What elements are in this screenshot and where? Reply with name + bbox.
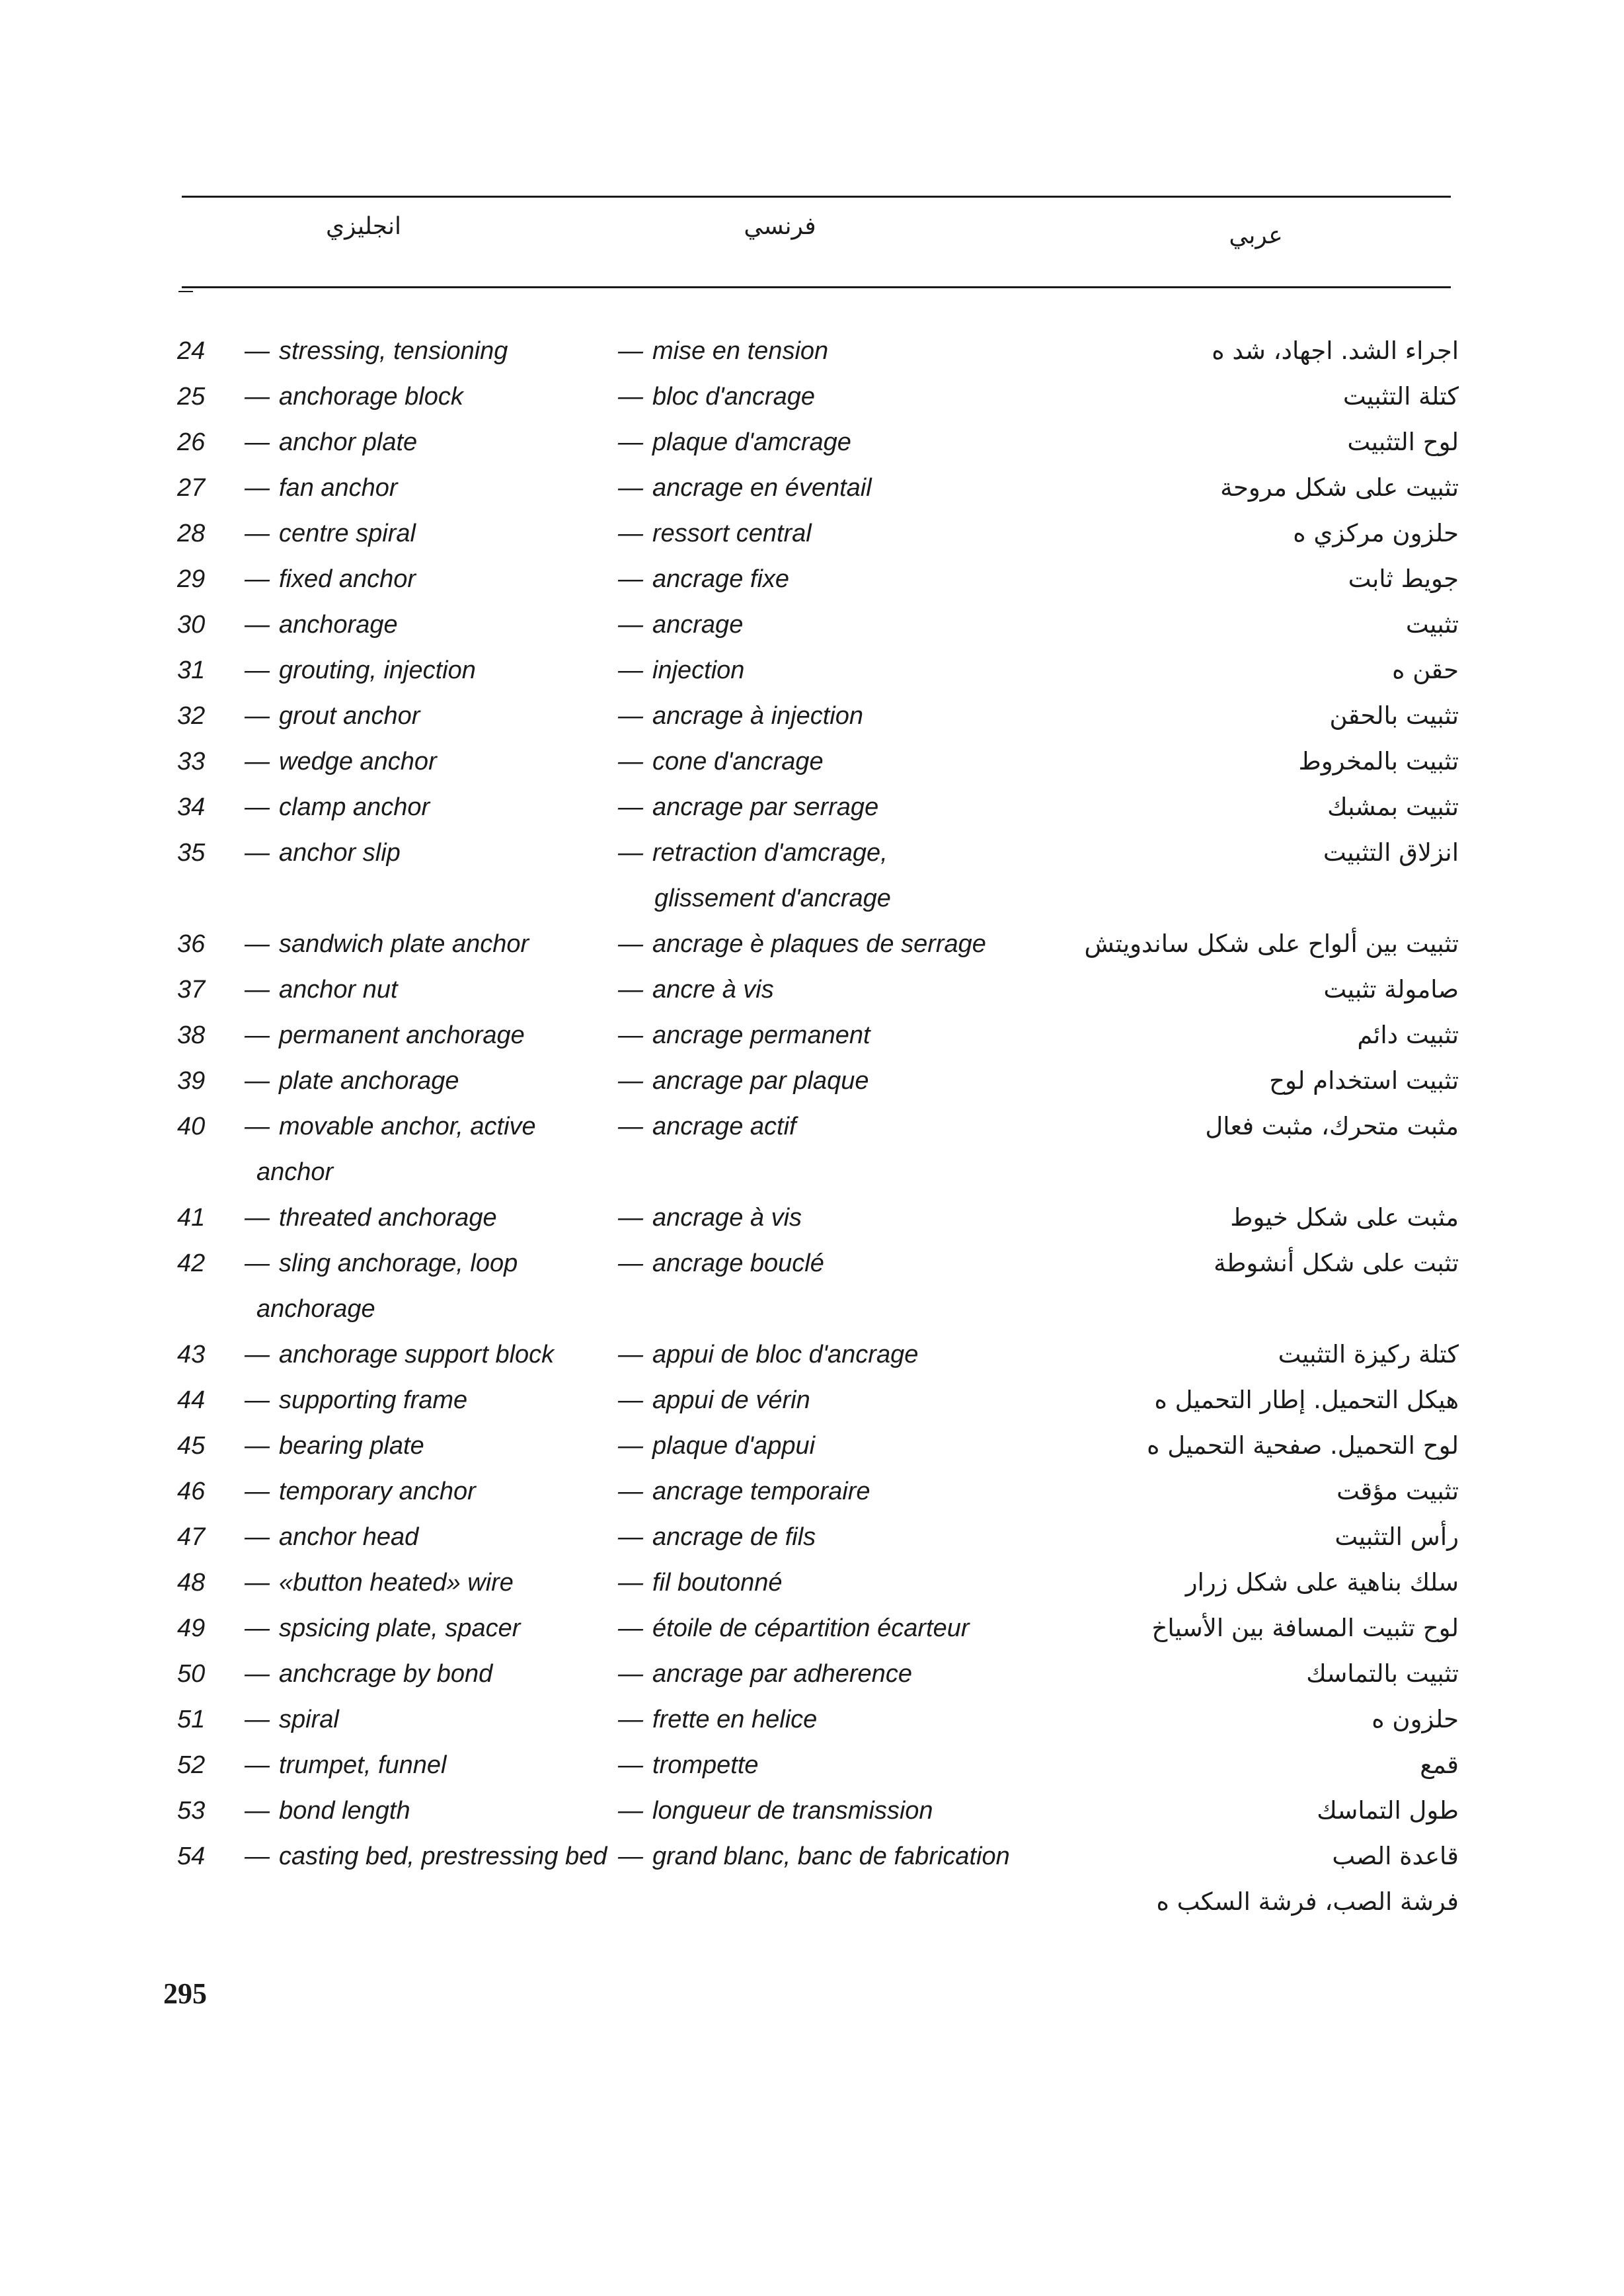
glossary-entry	[0, 655, 1624, 701]
english-term	[245, 1613, 520, 1643]
glossary-entry	[0, 746, 1624, 792]
dash-separator: —	[618, 1569, 643, 1597]
dash-separator: —	[618, 1341, 643, 1368]
entry-number: 47	[177, 1523, 206, 1551]
french-term	[618, 1796, 933, 1826]
english-term-text: clamp anchor	[279, 793, 430, 821]
arabic-term: لوح التحميل. صفحية التحميل ه	[1147, 1431, 1459, 1460]
french-term	[618, 701, 863, 731]
english-term	[245, 701, 420, 731]
entry-number: 34	[177, 793, 206, 821]
english-term-text: centre spiral	[279, 520, 416, 547]
english-term	[245, 1431, 424, 1461]
entry-number: 33	[177, 748, 206, 775]
arabic-term: طول التماسك	[1317, 1796, 1459, 1825]
dash-separator: —	[245, 1614, 270, 1642]
entry-number: 31	[177, 656, 206, 684]
english-term-text: anchor head	[279, 1523, 419, 1551]
arabic-term: سلك بناهية على شكل زرار	[1185, 1568, 1459, 1597]
dash-separator: —	[618, 611, 643, 639]
french-term-text: longueur de transmission	[652, 1797, 933, 1825]
english-term-text: movable anchor, active	[279, 1113, 536, 1140]
entry-number: 28	[177, 520, 206, 547]
arabic-term: تثبيت بالحقن	[1329, 701, 1459, 730]
glossary-entry	[0, 1567, 1624, 1613]
french-term-text: ressort central	[652, 520, 812, 547]
dash-separator: —	[618, 474, 643, 502]
french-term	[618, 1385, 810, 1415]
french-term-text: ancrage par plaque	[652, 1067, 869, 1095]
french-term	[618, 1431, 815, 1461]
french-term	[618, 1841, 1010, 1872]
dash-separator: —	[618, 1614, 643, 1642]
arabic-term: كتلة التثبيت	[1342, 382, 1459, 411]
french-term-text: fil boutonné	[652, 1569, 783, 1597]
english-term-text: anchor plate	[279, 428, 418, 456]
french-term	[618, 974, 774, 1005]
french-term-text: ancrage à vis	[652, 1204, 802, 1232]
glossary-entry	[0, 792, 1624, 838]
arabic-term: تثبيت على شكل مروحة	[1220, 473, 1459, 502]
french-term	[618, 1203, 802, 1233]
dash-separator: —	[245, 337, 270, 365]
french-term	[618, 655, 744, 686]
arabic-term: حلزون ه	[1372, 1705, 1459, 1733]
dash-separator: —	[245, 1432, 270, 1460]
dash-separator: —	[245, 1113, 270, 1140]
english-term-text: anchor slip	[279, 839, 401, 867]
dash-separator: —	[618, 976, 643, 1004]
french-term-text: mise en tension	[652, 337, 829, 365]
english-term	[245, 838, 401, 868]
glossary-entry	[0, 1203, 1624, 1248]
french-term-text: plaque d'amcrage	[652, 428, 851, 456]
english-term-text: «button heated» wire	[279, 1569, 514, 1597]
entry-number: 29	[177, 565, 206, 593]
arabic-term: جويط ثابت	[1348, 565, 1459, 593]
english-term-text: spiral	[279, 1706, 339, 1733]
arabic-term: مثبت متحرك، مثبت فعال	[1205, 1112, 1459, 1140]
dash-separator: —	[618, 1386, 643, 1414]
header-bottom-rule	[182, 286, 1451, 288]
french-term	[618, 929, 986, 959]
entry-number: 41	[177, 1204, 206, 1232]
english-term	[245, 1750, 446, 1780]
dash-separator: —	[245, 1021, 270, 1049]
english-term-text: grout anchor	[279, 702, 420, 730]
arabic-term: حلزون مركزي ه	[1293, 519, 1459, 547]
french-term	[618, 838, 888, 868]
entry-number: 44	[177, 1386, 206, 1414]
glossary-entry	[0, 1522, 1624, 1567]
column-header-english: انجليزي	[325, 213, 402, 240]
french-term-text: ancrage par adherence	[652, 1660, 912, 1688]
french-term-text: bloc d'ancrage	[652, 383, 815, 411]
english-term-text: trumpet, funnel	[279, 1751, 447, 1779]
english-term-text: stressing, tensioning	[279, 337, 508, 365]
french-term	[618, 1339, 918, 1370]
english-term	[245, 974, 398, 1005]
english-term-text: sandwich plate anchor	[279, 930, 529, 958]
french-term-text: ancrage	[652, 611, 744, 639]
dash-separator: —	[245, 1569, 270, 1597]
glossary-entry	[0, 1796, 1624, 1841]
french-term-text: grand blanc, banc de fabrication	[652, 1842, 1010, 1870]
dash-separator: —	[618, 793, 643, 821]
entry-number: 32	[177, 702, 206, 730]
english-term-text: anchor nut	[279, 976, 398, 1004]
entry-number: 40	[177, 1113, 206, 1140]
french-term	[618, 381, 815, 412]
french-term-text: ancrage temporaire	[652, 1478, 870, 1505]
arabic-term: تثبيت استخدام لوح	[1269, 1066, 1459, 1095]
french-term	[618, 336, 828, 366]
dash-separator: —	[245, 702, 270, 730]
english-term-continued: anchor	[256, 1158, 334, 1186]
english-term-text: grouting, injection	[279, 656, 476, 684]
dash-separator: —	[618, 337, 643, 365]
dash-separator: —	[245, 1706, 270, 1733]
french-term-text: étoile de cépartition écarteur	[652, 1614, 970, 1642]
dash-separator: —	[245, 1523, 270, 1551]
dash-separator: —	[245, 930, 270, 958]
dash-separator: —	[618, 565, 643, 593]
arabic-term: انزلاق التثبيت	[1323, 838, 1459, 867]
glossary-entry	[0, 1659, 1624, 1704]
entry-number: 48	[177, 1569, 206, 1597]
arabic-term: تثبيت بالتماسك	[1306, 1659, 1459, 1688]
entry-number: 46	[177, 1478, 206, 1505]
entry-number: 30	[177, 611, 206, 639]
english-term-text: anchcrage by bond	[279, 1660, 493, 1688]
entry-number: 37	[177, 976, 206, 1004]
french-term	[618, 1476, 870, 1507]
dash-separator: —	[245, 748, 270, 775]
english-term	[245, 655, 476, 686]
english-term	[245, 1704, 339, 1735]
english-term-text: bearing plate	[279, 1432, 424, 1460]
english-term-text: threated anchorage	[279, 1204, 497, 1232]
dash-separator: —	[245, 1067, 270, 1095]
french-term-text: ancrage actif	[652, 1113, 796, 1140]
english-term	[245, 1796, 410, 1826]
english-term	[245, 336, 508, 366]
dash-separator: —	[618, 1204, 643, 1232]
dash-separator: —	[618, 702, 643, 730]
english-term	[245, 518, 416, 549]
french-term	[618, 518, 812, 549]
french-term-text: ancrage de fils	[652, 1523, 816, 1551]
english-term	[245, 610, 398, 640]
english-term	[245, 792, 430, 822]
french-term-text: ancrage par serrage	[652, 793, 879, 821]
english-term	[245, 1111, 536, 1142]
arabic-term: كتلة ركيزة التثبيت	[1278, 1340, 1459, 1368]
english-term	[245, 564, 416, 594]
dash-separator: —	[618, 1523, 643, 1551]
column-header-arabic: عربي	[1229, 222, 1283, 249]
dash-separator: —	[618, 1113, 643, 1140]
dash-separator: —	[245, 611, 270, 639]
english-term	[245, 1659, 492, 1689]
english-term-text: anchorage support block	[279, 1341, 555, 1368]
arabic-term: تثبيت بمشبك	[1327, 793, 1459, 821]
glossary-entry	[0, 838, 1624, 929]
dash-separator: —	[618, 656, 643, 684]
english-term-text: casting bed, prestressing bed	[279, 1842, 607, 1870]
arabic-term: قمع	[1420, 1751, 1459, 1779]
french-term	[618, 792, 878, 822]
english-term-text: fan anchor	[279, 474, 398, 502]
english-term	[245, 746, 437, 777]
dash-separator: —	[618, 1249, 643, 1277]
dash-separator: —	[245, 839, 270, 867]
glossary-entry	[0, 610, 1624, 655]
french-term	[618, 564, 789, 594]
arabic-term: اجراء الشد. اجهاد، شد ه	[1212, 336, 1459, 365]
english-term	[245, 929, 529, 959]
english-term	[245, 1841, 607, 1872]
entry-number: 45	[177, 1432, 206, 1460]
dash-separator: —	[618, 1067, 643, 1095]
english-term	[245, 473, 398, 503]
french-term	[618, 1567, 783, 1598]
top-rule	[182, 196, 1451, 198]
dash-separator: —	[245, 1204, 270, 1232]
english-term	[245, 1248, 518, 1279]
french-term	[618, 1522, 816, 1552]
arabic-term: تثبيت دائم	[1357, 1021, 1459, 1049]
dash-separator: —	[618, 1432, 643, 1460]
entry-number: 26	[177, 428, 206, 456]
glossary-entry	[0, 336, 1624, 381]
english-term-text: permanent anchorage	[279, 1021, 525, 1049]
dash-separator: —	[618, 1842, 643, 1870]
french-term-text: ancrage en éventail	[652, 474, 872, 502]
dash-separator: —	[245, 1660, 270, 1688]
dash-separator: —	[618, 930, 643, 958]
dash-separator: —	[618, 428, 643, 456]
entry-number: 54	[177, 1842, 206, 1870]
french-term	[618, 610, 743, 640]
glossary-entry	[0, 1704, 1624, 1750]
arabic-term: تثبيت بالمخروط	[1298, 747, 1459, 775]
dash-separator: —	[245, 656, 270, 684]
english-term-text: wedge anchor	[279, 748, 437, 775]
arabic-term: رأس التثبيت	[1334, 1523, 1459, 1551]
entry-number: 43	[177, 1341, 206, 1368]
arabic-term: تثبيت بين ألواح على شكل ساندويتش	[1084, 930, 1459, 958]
dash-separator: —	[245, 520, 270, 547]
english-term	[245, 1567, 514, 1598]
glossary-entry	[0, 427, 1624, 473]
entry-number: 24	[177, 337, 206, 365]
glossary-entry	[0, 1841, 1624, 1932]
french-term-text: retraction d'amcrage,	[652, 839, 888, 867]
glossary-entry	[0, 1476, 1624, 1522]
french-term-text: ancrage bouclé	[652, 1249, 824, 1277]
arabic-term: لوح التثبيت	[1347, 428, 1459, 456]
french-term	[618, 1248, 824, 1279]
entry-number: 49	[177, 1614, 206, 1642]
english-term	[245, 1020, 525, 1050]
dash-separator: —	[245, 1842, 270, 1870]
dash-separator: —	[618, 1751, 643, 1779]
entry-number: 25	[177, 383, 206, 411]
glossary-entry	[0, 1750, 1624, 1796]
english-term-text: temporary anchor	[279, 1478, 476, 1505]
french-term	[618, 1613, 970, 1643]
dash-separator: —	[618, 520, 643, 547]
english-term	[245, 1203, 497, 1233]
dash-separator: —	[618, 1706, 643, 1733]
entry-number: 50	[177, 1660, 206, 1688]
glossary-entry	[0, 473, 1624, 518]
dash-separator: —	[245, 428, 270, 456]
english-term	[245, 1385, 467, 1415]
dash-separator: —	[245, 976, 270, 1004]
entry-number: 39	[177, 1067, 206, 1095]
french-term-text: ancrage permanent	[652, 1021, 870, 1049]
french-term-text: ancre à vis	[652, 976, 774, 1004]
english-term	[245, 381, 463, 412]
glossary-entry	[0, 701, 1624, 746]
french-term-text: cone d'ancrage	[652, 748, 824, 775]
french-term	[618, 473, 872, 503]
french-term-text: injection	[652, 656, 745, 684]
entry-number: 35	[177, 839, 206, 867]
arabic-term: تثبيت مؤقت	[1336, 1477, 1459, 1505]
french-term-text: trompette	[652, 1751, 759, 1779]
dash-separator: —	[618, 839, 643, 867]
dash-separator: —	[618, 383, 643, 411]
entry-number: 51	[177, 1706, 206, 1733]
french-term-text: plaque d'appui	[652, 1432, 816, 1460]
arabic-term: مثبت على شكل خيوط	[1230, 1203, 1459, 1232]
glossary-entry	[0, 1111, 1624, 1203]
dash-separator: —	[245, 565, 270, 593]
arabic-term: حقن ه	[1392, 656, 1459, 684]
english-term-text: sling anchorage, loop	[279, 1249, 518, 1277]
english-term	[245, 1339, 554, 1370]
entry-number: 38	[177, 1021, 206, 1049]
dash-separator: —	[245, 1249, 270, 1277]
dash-separator: —	[245, 1478, 270, 1505]
dash-separator: —	[618, 1478, 643, 1505]
french-term-text: appui de vérin	[652, 1386, 810, 1414]
dash-separator: —	[245, 1341, 270, 1368]
entry-number: 27	[177, 474, 206, 502]
french-term	[618, 746, 824, 777]
french-term-continued: glissement d'ancrage	[654, 885, 891, 912]
glossary-entry	[0, 1385, 1624, 1431]
glossary-entry	[0, 929, 1624, 974]
english-term	[245, 1066, 459, 1096]
french-term	[618, 1111, 796, 1142]
dash-separator: —	[618, 1660, 643, 1688]
entry-number: 52	[177, 1751, 206, 1779]
dash-separator: —	[245, 1386, 270, 1414]
english-term	[245, 427, 417, 457]
glossary-entry	[0, 1613, 1624, 1659]
dash-separator: —	[618, 748, 643, 775]
arabic-term: هيكل التحميل. إطار التحميل ه	[1154, 1386, 1459, 1414]
english-term-text: anchorage	[279, 611, 398, 639]
page-number: 295	[163, 1977, 207, 2010]
glossary-entry	[0, 1066, 1624, 1111]
glossary-entry	[0, 381, 1624, 427]
english-term-continued: anchorage	[256, 1295, 375, 1323]
arabic-term-continued: فرشة الصب، فرشة السكب ه	[1156, 1887, 1459, 1916]
french-term	[618, 1704, 817, 1735]
arabic-term: تثبت على شكل أنشوطة	[1214, 1249, 1459, 1277]
english-term	[245, 1476, 476, 1507]
french-term	[618, 1066, 869, 1096]
french-term-text: frette en helice	[652, 1706, 818, 1733]
french-term-text: ancrage fixe	[652, 565, 790, 593]
arabic-term: تثبيت	[1405, 610, 1459, 639]
french-term-text: ancrage à injection	[652, 702, 863, 730]
entry-number: 42	[177, 1249, 206, 1277]
glossary-entry	[0, 518, 1624, 564]
glossary-entry	[0, 564, 1624, 610]
english-term	[245, 1522, 418, 1552]
glossary-entry	[0, 974, 1624, 1020]
entry-number: 36	[177, 930, 206, 958]
dash-separator: —	[245, 474, 270, 502]
french-term	[618, 1020, 870, 1050]
dash-separator: —	[245, 793, 270, 821]
french-term	[618, 1659, 912, 1689]
dash-separator: —	[245, 1797, 270, 1825]
dash-separator: —	[245, 383, 270, 411]
dash-separator: —	[245, 1751, 270, 1779]
english-term-text: plate anchorage	[279, 1067, 459, 1095]
english-term-text: supporting frame	[279, 1386, 468, 1414]
dash-separator: —	[618, 1021, 643, 1049]
english-term-text: fixed anchor	[279, 565, 416, 593]
glossary-entry	[0, 1248, 1624, 1339]
arabic-term: لوح تثبيت المسافة بين الأسياخ	[1151, 1614, 1459, 1642]
column-header-french: فرنسي	[744, 213, 816, 240]
glossary-entry	[0, 1020, 1624, 1066]
french-term-text: ancrage è plaques de serrage	[652, 930, 986, 958]
glossary-entry	[0, 1431, 1624, 1476]
french-term-text: appui de bloc d'ancrage	[652, 1341, 919, 1368]
arabic-term: صامولة تثبيت	[1323, 975, 1459, 1004]
english-term-text: spsicing plate, spacer	[279, 1614, 521, 1642]
french-term	[618, 1750, 759, 1780]
english-term-text: anchorage block	[279, 383, 463, 411]
arabic-term: قاعدة الصب	[1332, 1842, 1459, 1870]
glossary-entry	[0, 1339, 1624, 1385]
dash-separator: —	[618, 1797, 643, 1825]
english-term-text: bond length	[279, 1797, 410, 1825]
french-term	[618, 427, 851, 457]
rule-stub	[178, 291, 193, 292]
entry-number: 53	[177, 1797, 206, 1825]
